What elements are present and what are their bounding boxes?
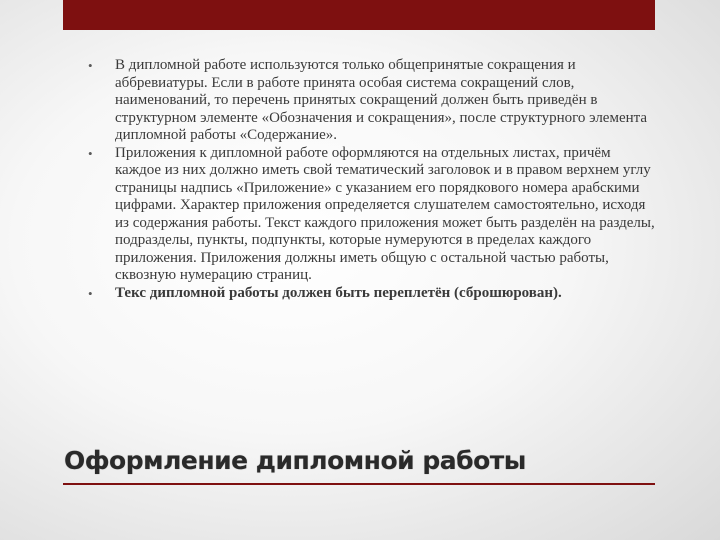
bullet-list [88, 57, 660, 302]
list-item [88, 57, 660, 145]
slide-title: Оформление дипломной работы [64, 446, 526, 475]
list-item [88, 145, 660, 285]
bullet-text: Текс дипломной работы должен быть переплетён (сброшюрован). [115, 284, 562, 301]
title-underline [63, 483, 655, 485]
top-accent-band [63, 0, 655, 30]
list-item [88, 285, 660, 303]
bullet-marker: • [88, 145, 93, 161]
bullet-marker: • [88, 285, 93, 301]
bullet-text: Приложения к дипломной работе оформляются на отдельных листах, причём каждое из них должно иметь свой тематический заголовок и в правом верхнем углу страницы надпись «Приложение» с указанием его порядкового номера арабскими цифрами. Характер приложения определяется слушателем самостоятельно, исходя из содержания работы. Текст каждого приложения может быть разделён на разделы, подразделы, пункты, подпункты, которые нумеруются в пределах каждого приложения. Приложения должны иметь общую с остальной частью работы, сквозную нумерацию страниц. [115, 144, 655, 283]
bullet-marker: • [88, 58, 93, 73]
bullet-text: В дипломной работе используются только общепринятые сокращения и аббревиатуры. Если в работе принята особая система сокращений слов, наименований, то перечень принятых сокращений должен быть приведён в структурном элементе «Обозначения и сокращения», после структурного элемента дипломной работы «Содержание». [115, 57, 648, 143]
